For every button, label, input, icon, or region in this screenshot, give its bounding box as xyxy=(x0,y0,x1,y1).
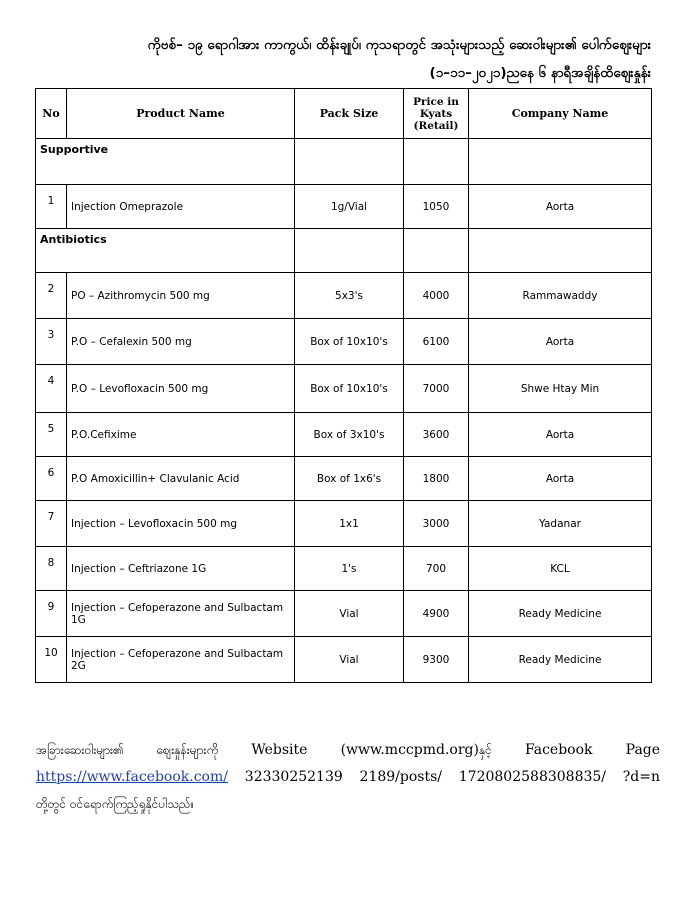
table-row xyxy=(36,273,652,319)
empty-cell xyxy=(404,229,469,273)
cell-product: Injection – Levofloxacin 500 mg xyxy=(67,501,295,547)
empty-cell xyxy=(469,229,652,273)
cell-product: P.O – Levofloxacin 500 mg xyxy=(67,365,295,413)
footer-line3 xyxy=(36,791,660,818)
table-row xyxy=(36,185,652,229)
table-row xyxy=(36,637,652,683)
cell-pack: Box of 10x10's xyxy=(295,365,404,413)
cell-price: 3600 xyxy=(404,413,469,457)
cell-company: Rammawaddy xyxy=(469,273,652,319)
footer-mm-prefix: အခြားဆေးဝါးများ၏ ဈေးနှုန်းများကို xyxy=(36,743,219,757)
footer-mm-suffix: တို့တွင် ဝင်ရောက်ကြည့်ရှုနိုင်ပါသည်။ xyxy=(36,797,195,811)
cell-company: Aorta xyxy=(469,457,652,501)
cell-price: 1050 xyxy=(404,185,469,229)
cell-price: 9300 xyxy=(404,637,469,683)
section-title: Supportive xyxy=(36,139,295,185)
col-header-no: No xyxy=(36,89,67,139)
empty-cell xyxy=(404,139,469,185)
table-row xyxy=(36,365,652,413)
cell-product: P.O Amoxicillin+ Clavulanic Acid xyxy=(67,457,295,501)
cell-product: P.O.Cefixime xyxy=(67,413,295,457)
cell-company: Ready Medicine xyxy=(469,637,652,683)
cell-company: Yadanar xyxy=(469,501,652,547)
cell-price: 6100 xyxy=(404,319,469,365)
cell-company: KCL xyxy=(469,547,652,591)
footer-facebook-label: Facebook Page xyxy=(524,742,661,758)
footer-note xyxy=(36,737,660,818)
col-header-pack: Pack Size xyxy=(295,89,404,139)
table-row xyxy=(36,319,652,365)
cell-pack: Box of 10x10's xyxy=(295,319,404,365)
table-row xyxy=(36,457,652,501)
cell-price: 4000 xyxy=(404,273,469,319)
empty-cell xyxy=(469,139,652,185)
cell-no: 5 xyxy=(36,413,67,457)
cell-product: Injection – Cefoperazone and Sulbactam 2G xyxy=(67,637,295,683)
cell-no: 10 xyxy=(36,637,67,683)
footer-website-url[interactable]: (www.mccpmd.org) xyxy=(340,742,479,758)
cell-company: Aorta xyxy=(469,319,652,365)
cell-product: P.O – Cefalexin 500 mg xyxy=(67,319,295,365)
cell-price: 3000 xyxy=(404,501,469,547)
cell-no: 7 xyxy=(36,501,67,547)
cell-pack: Vial xyxy=(295,637,404,683)
footer-line1 xyxy=(36,737,660,764)
footer-line2 xyxy=(36,764,660,791)
col-header-price: Price in Kyats (Retail) xyxy=(404,89,469,139)
cell-pack: 5x3's xyxy=(295,273,404,319)
cell-pack: 1's xyxy=(295,547,404,591)
section-row xyxy=(36,139,652,185)
footer-mm-and: နှင့် xyxy=(478,743,492,757)
cell-no: 4 xyxy=(36,365,67,413)
header-title-line1: ကိုဗစ်– ၁၉ ရောဂါအား ကာကွယ်၊ ထိန်းချုပ်၊ ကုသရာတွင် အသုံးများသည့် ဆေးဝါးများ၏ ပေါက်ဈေးများ xyxy=(147,37,651,53)
cell-no: 8 xyxy=(36,547,67,591)
footer-website-label: Website xyxy=(251,742,308,758)
section-row xyxy=(36,229,652,273)
cell-pack: 1x1 xyxy=(295,501,404,547)
cell-no: 1 xyxy=(36,185,67,229)
table-row xyxy=(36,501,652,547)
table-row xyxy=(36,413,652,457)
table-row xyxy=(36,591,652,637)
footer-facebook-path: 32330252139 2189/posts/ 1720802588308835/ ?d=n xyxy=(244,769,661,785)
cell-product: Injection Omeprazole xyxy=(67,185,295,229)
cell-no: 6 xyxy=(36,457,67,501)
section-title: Antibiotics xyxy=(36,229,295,273)
table-row xyxy=(36,547,652,591)
cell-price: 700 xyxy=(404,547,469,591)
cell-company: Aorta xyxy=(469,413,652,457)
cell-product: PO – Azithromycin 500 mg xyxy=(67,273,295,319)
price-table xyxy=(35,88,652,683)
header-title-line2: (၁–၁၁–၂၀၂၁)ညနေ ၆ နာရီအချိန်ထိဈေးနှုန်း xyxy=(429,65,651,81)
empty-cell xyxy=(295,229,404,273)
empty-cell xyxy=(295,139,404,185)
table-header-row xyxy=(36,89,652,139)
cell-company: Shwe Htay Min xyxy=(469,365,652,413)
cell-no: 2 xyxy=(36,273,67,319)
cell-no: 9 xyxy=(36,591,67,637)
cell-pack: Vial xyxy=(295,591,404,637)
cell-product: Injection – Cefoperazone and Sulbactam 1G xyxy=(67,591,295,637)
cell-pack: 1g/Vial xyxy=(295,185,404,229)
cell-no: 3 xyxy=(36,319,67,365)
col-header-product: Product Name xyxy=(67,89,295,139)
footer-facebook-link[interactable]: https://www.facebook.com/ xyxy=(36,769,228,785)
cell-pack: Box of 1x6's xyxy=(295,457,404,501)
cell-price: 1800 xyxy=(404,457,469,501)
cell-pack: Box of 3x10's xyxy=(295,413,404,457)
cell-price: 4900 xyxy=(404,591,469,637)
col-header-company: Company Name xyxy=(469,89,652,139)
cell-product: Injection – Ceftriazone 1G xyxy=(67,547,295,591)
cell-price: 7000 xyxy=(404,365,469,413)
cell-company: Ready Medicine xyxy=(469,591,652,637)
cell-company: Aorta xyxy=(469,185,652,229)
